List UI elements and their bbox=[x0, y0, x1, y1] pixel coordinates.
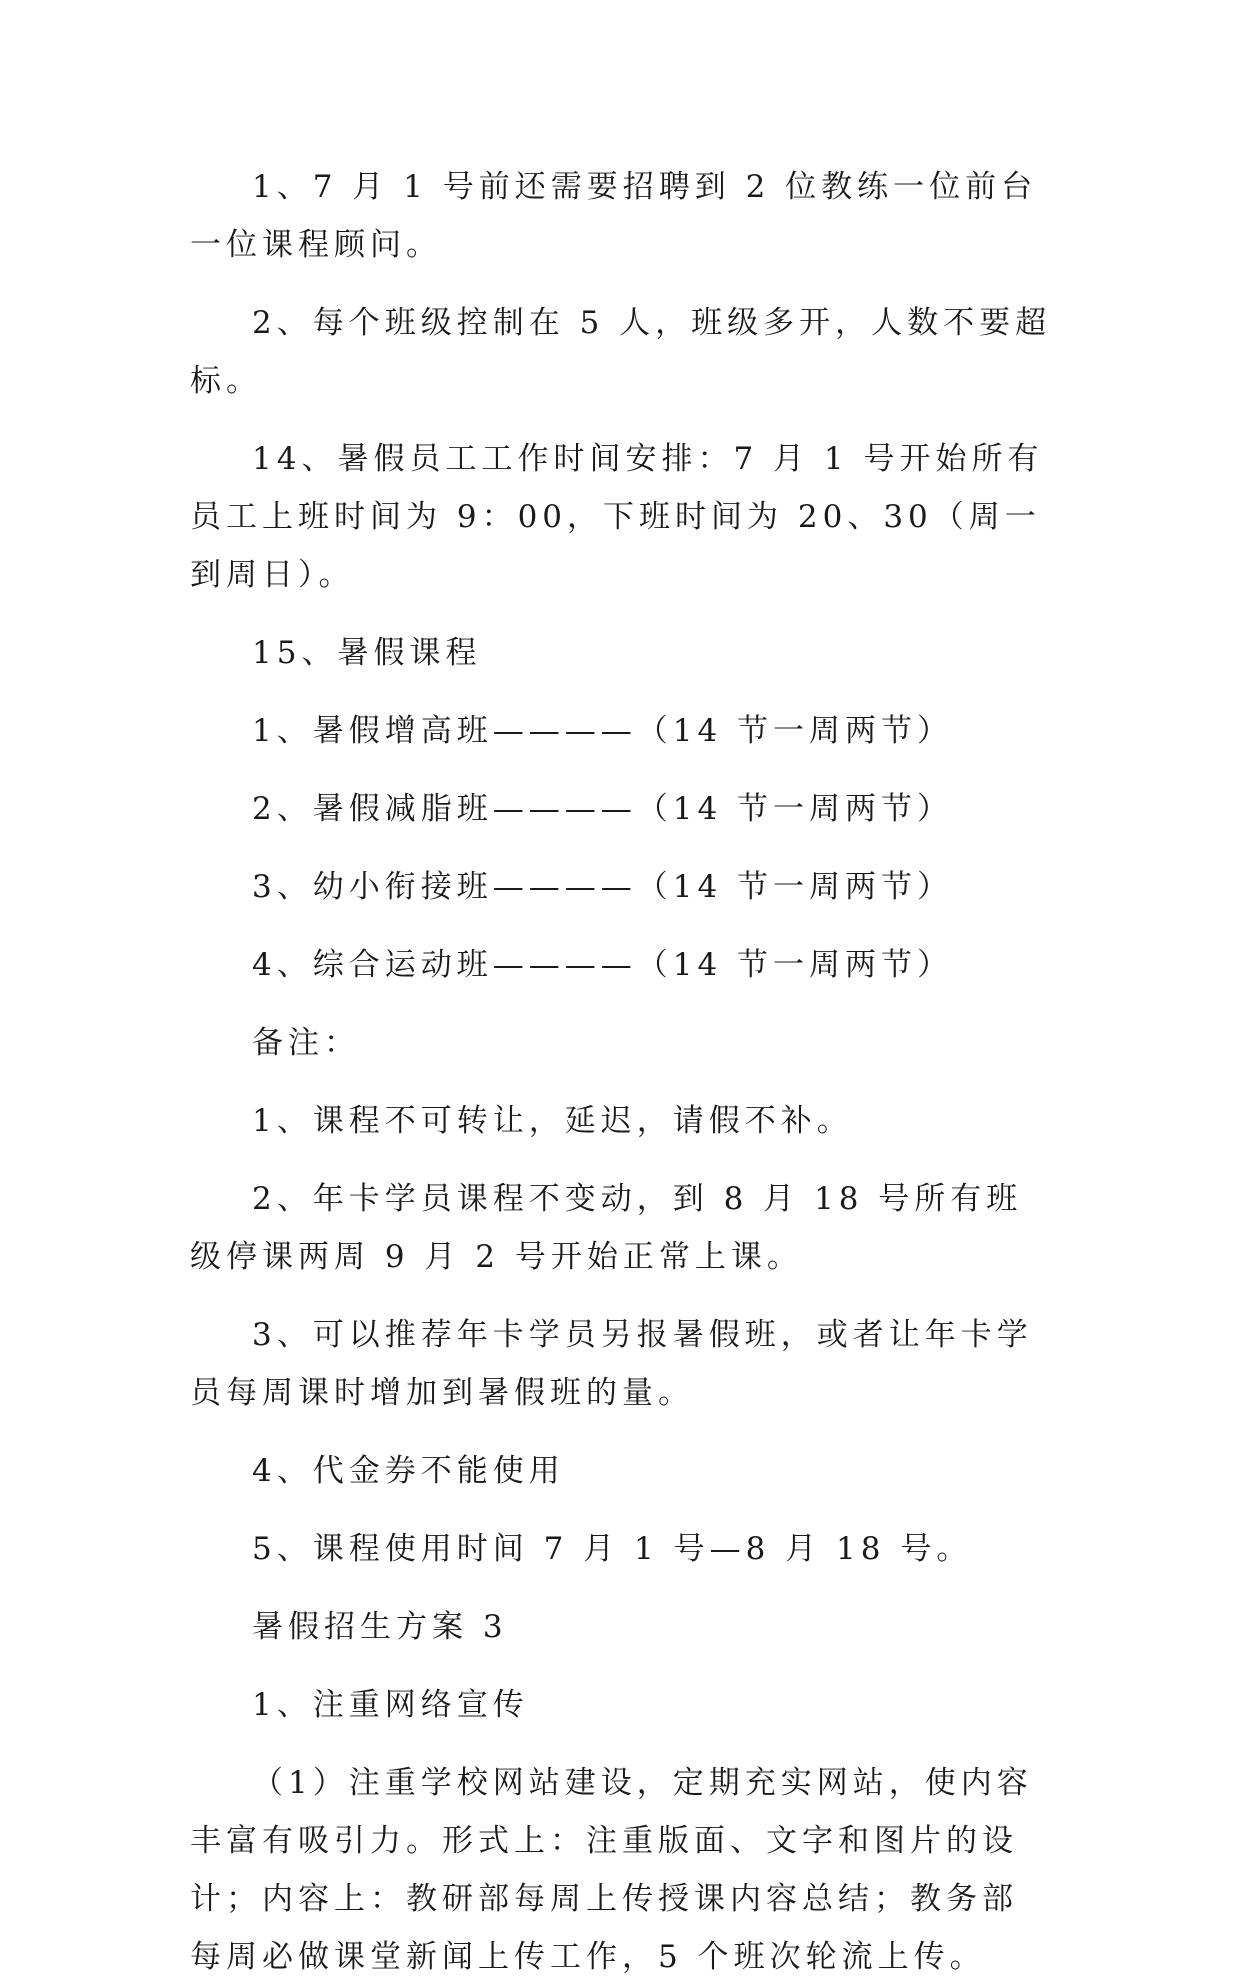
paragraph-note-3: 3、可以推荐年卡学员另报暑假班，或者让年卡学员每周课时增加到暑假班的量。 bbox=[190, 1317, 1033, 1411]
paragraph-work-hours: 14、暑假员工工作时间安排：7 月 1 号开始所有员工上班时间为 9：00，下班时间为 20、30（周一到周日）。 bbox=[190, 441, 1044, 593]
paragraph-website-building: （1）注重学校网站建设，定期充实网站，使内容丰富有吸引力。形式上：注重版面、文字和图片的设计；内容上：教研部每周上传授课内容总结；教务部每周必做课堂新闻上传工作，5 个班次轮流上传。 bbox=[190, 1765, 1033, 1975]
paragraph-recruitment: 1、7 月 1 号前还需要招聘到 2 位教练一位前台一位课程顾问。 bbox=[190, 169, 1038, 263]
paragraph-note-2: 2、年卡学员课程不变动，到 8 月 18 号所有班级停课两周 9 月 2 号开始正常上课。 bbox=[190, 1181, 1023, 1275]
document-body bbox=[190, 158, 1052, 1986]
paragraph-course-fat-loss: 2、暑假减脂班————（14 节一周两节） bbox=[252, 791, 954, 827]
section-heading-plan-3: 暑假招生方案 3 bbox=[252, 1609, 508, 1645]
paragraph-summer-courses-heading: 15、暑假课程 bbox=[252, 635, 482, 671]
paragraph-online-promotion: 1、注重网络宣传 bbox=[252, 1687, 529, 1723]
paragraph-course-general: 4、综合运动班————（14 节一周两节） bbox=[252, 947, 954, 983]
paragraph-note-4: 4、代金券不能使用 bbox=[252, 1453, 565, 1489]
paragraph-note-1: 1、课程不可转让，延迟，请假不补。 bbox=[252, 1103, 853, 1139]
paragraph-note-5: 5、课程使用时间 7 月 1 号—8 月 18 号。 bbox=[252, 1531, 973, 1567]
paragraph-course-height: 1、暑假增高班————（14 节一周两节） bbox=[252, 713, 954, 749]
paragraph-class-size: 2、每个班级控制在 5 人，班级多开，人数不要超标。 bbox=[190, 305, 1052, 399]
paragraph-course-preschool: 3、幼小衔接班————（14 节一周两节） bbox=[252, 869, 954, 905]
paragraph-notes-heading: 备注： bbox=[252, 1025, 360, 1061]
